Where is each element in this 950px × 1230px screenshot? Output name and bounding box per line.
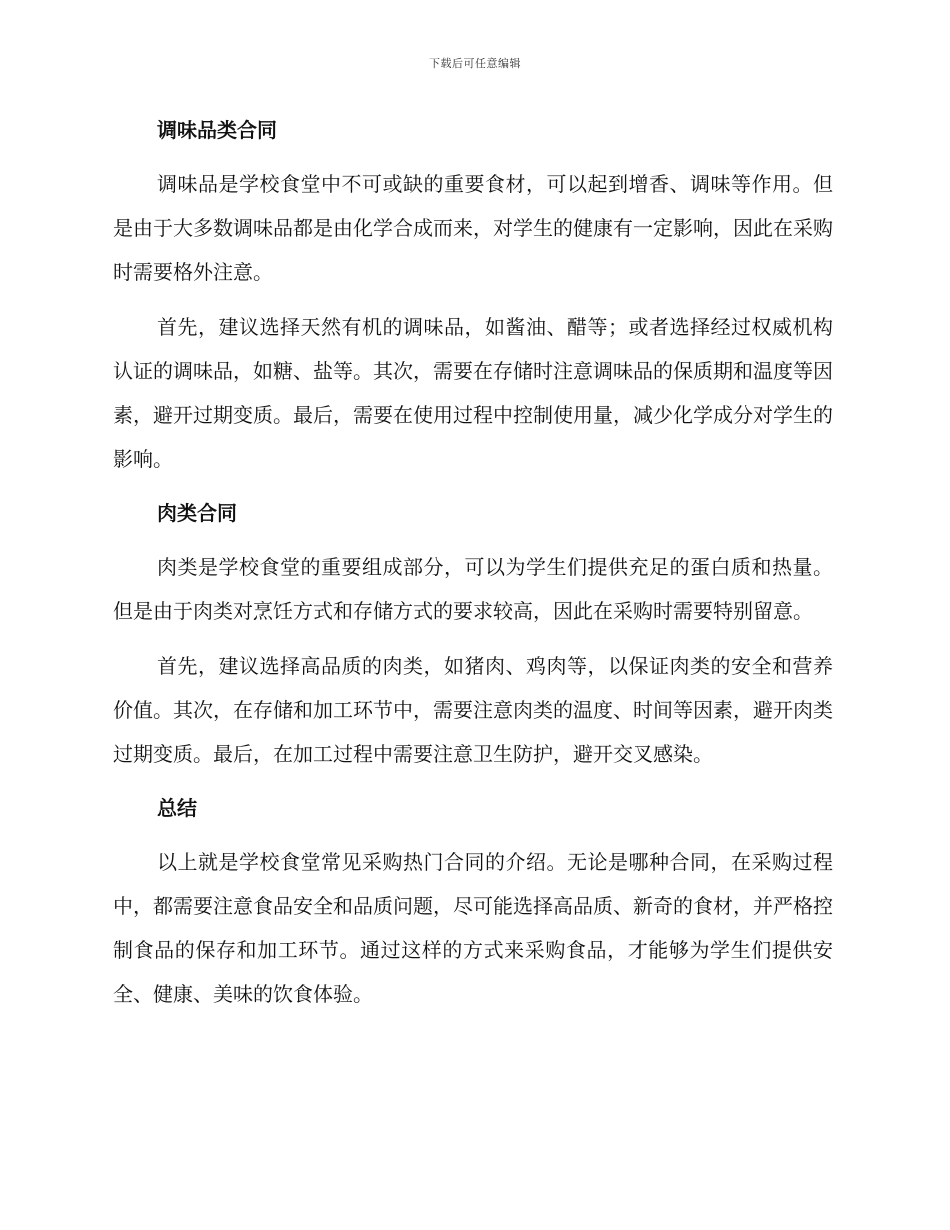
header-note: 下载后可任意编辑 [429, 57, 521, 70]
paragraph-seasoning-advice: 首先，建议选择天然有机的调味品，如酱油、醋等；或者选择经过权威机构认证的调味品，如糖、盐等。其次，需要在存储时注意调味品的保质期和温度等因素，避开过期变质。最后，需要在使用过程中控制使用量，减少化学成分对学生的影响。 [113, 315, 833, 471]
section-title-seasoning: 调味品类合同 [157, 118, 277, 142]
paragraph-meat-intro: 肉类是学校食堂的重要组成部分，可以为学生们提供充足的蛋白质和热量。但是由于肉类对烹饪方式和存储方式的要求较高，因此在采购时需要特别留意。 [113, 555, 833, 623]
section-title-meat: 肉类合同 [157, 501, 237, 525]
paragraph-seasoning-intro: 调味品是学校食堂中不可或缺的重要食材，可以起到增香、调味等作用。但是由于大多数调味品都是由化学合成而来，对学生的健康有一定影响，因此在采购时需要格外注意。 [113, 172, 833, 284]
paragraph-meat-advice: 首先，建议选择高品质的肉类，如猪肉、鸡肉等，以保证肉类的安全和营养价值。其次，在存储和加工环节中，需要注意肉类的温度、时间等因素，避开肉类过期变质。最后，在加工过程中需要注意卫生防护，避开交叉感染。 [113, 654, 833, 766]
paragraph-summary: 以上就是学校食堂常见采购热门合同的介绍。无论是哪种合同，在采购过程中，都需要注意食品安全和品质问题，尽可能选择高品质、新奇的食材，并严格控制食品的保存和加工环节。通过这样的方式来采购食品，才能够为学生们提供安全、健康、美味的饮食体验。 [113, 850, 833, 1006]
section-title-summary: 总结 [157, 796, 197, 820]
document-body [113, 110, 833, 1016]
